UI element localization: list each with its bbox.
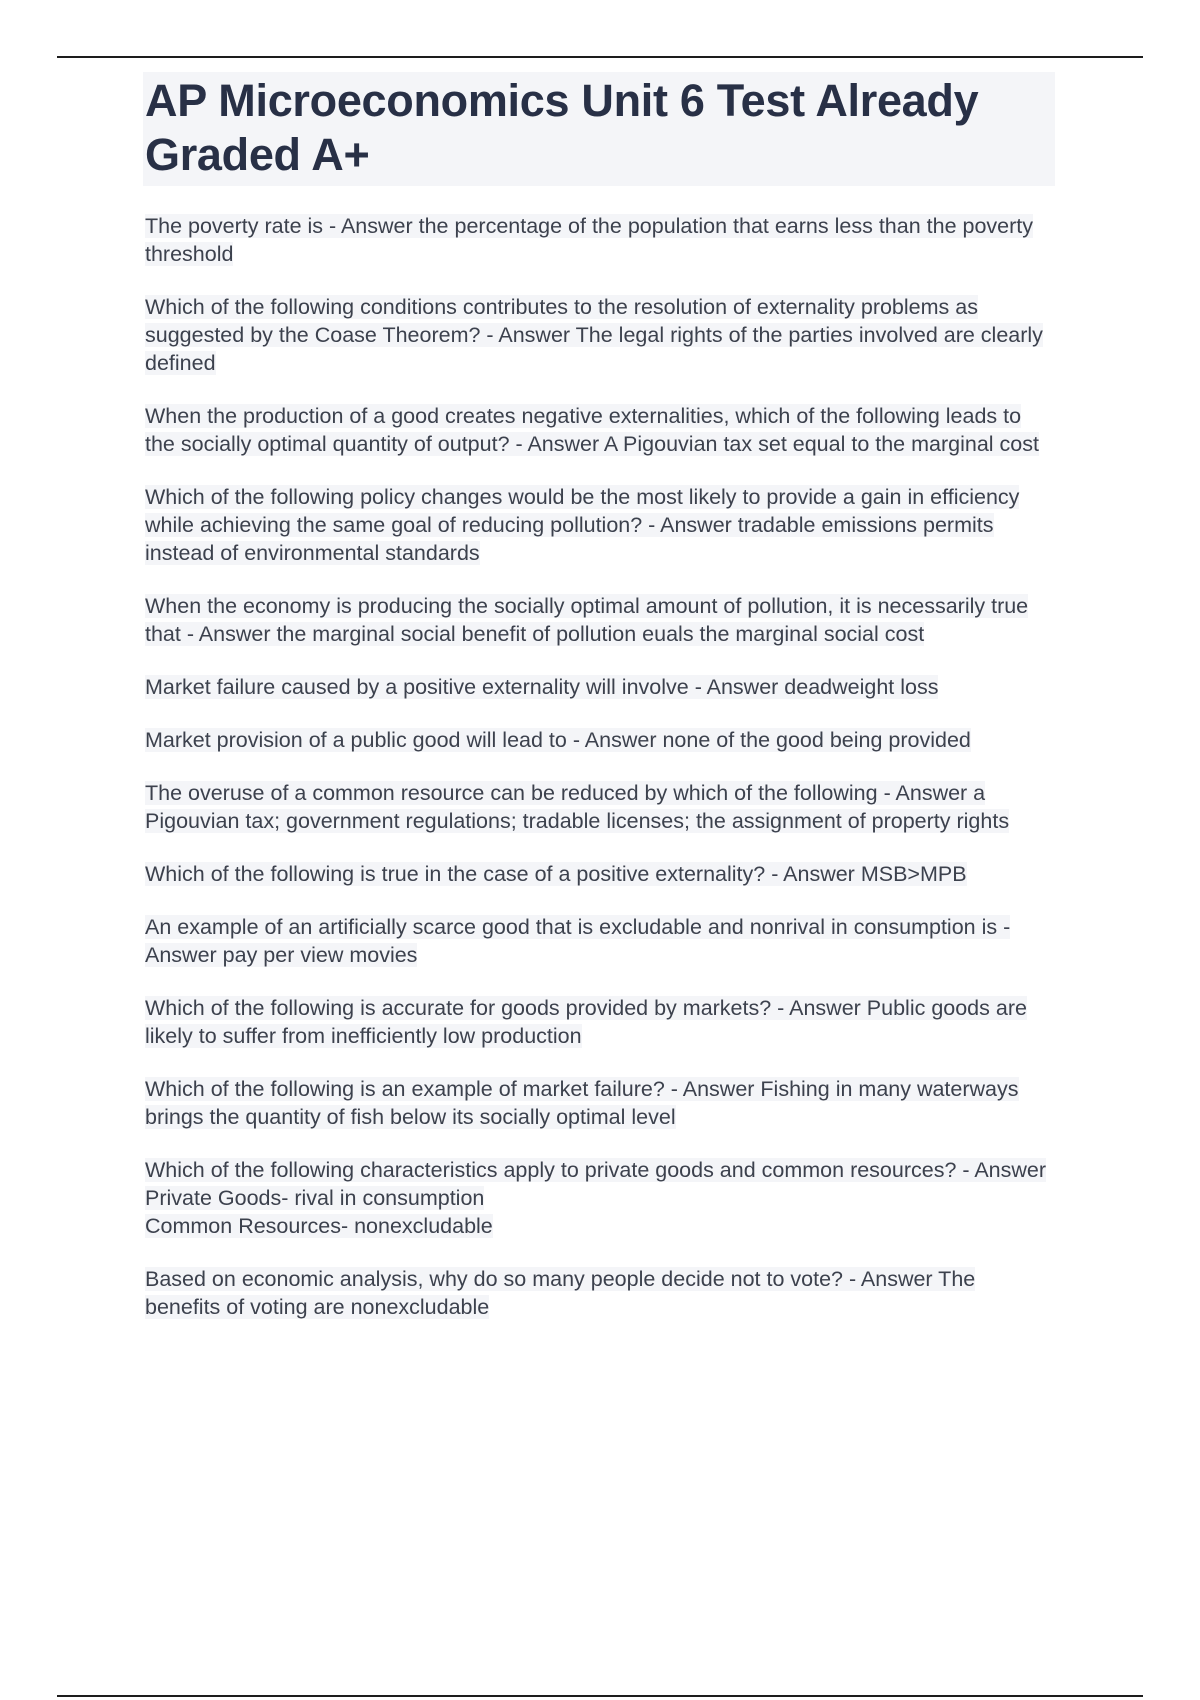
qa-text: Which of the following policy changes would be the most likely to provide a gain in efficiency while achieving the same goal of reducing pollution? - Answer tradable emissions permits instead of environmental standards — [145, 485, 1020, 565]
qa-item — [145, 1075, 1055, 1131]
qa-text: Which of the following conditions contributes to the resolution of externality problems as suggested by the Coase Theorem? - Answer The legal rights of the parties involved are clearly defined — [145, 295, 1043, 375]
qa-text: Which of the following is accurate for goods provided by markets? - Answer Public goods are likely to suffer from inefficiently low production — [145, 996, 1027, 1048]
qa-text: When the production of a good creates negative externalities, which of the following leads to the socially optimal quantity of output? - Answer A Pigouvian tax set equal to the marginal cost — [145, 404, 1039, 456]
qa-text: Based on economic analysis, why do so many people decide not to vote? - Answer The benefits of voting are nonexcludable — [145, 1267, 976, 1319]
page-title: AP Microeconomics Unit 6 Test Already Graded A+ — [145, 75, 979, 180]
qa-text: Which of the following characteristics apply to private goods and common resources? - Answer Private Goods- rival in consumption — [145, 1158, 1047, 1210]
qa-item — [145, 1265, 1055, 1321]
qa-item — [145, 293, 1055, 377]
qa-item — [145, 402, 1055, 458]
qa-item — [145, 860, 1055, 888]
qa-text: The poverty rate is - Answer the percentage of the population that earns less than the poverty threshold — [145, 214, 1033, 266]
qa-item — [145, 483, 1055, 567]
qa-text: Which of the following is true in the case of a positive externality? - Answer MSB>MPB — [145, 862, 967, 886]
qa-item — [145, 592, 1055, 648]
qa-item — [145, 779, 1055, 835]
qa-text: Market provision of a public good will lead to - Answer none of the good being provided — [145, 728, 971, 752]
qa-item — [145, 913, 1055, 969]
qa-text-continued: Common Resources- nonexcludable — [145, 1214, 493, 1238]
qa-item — [145, 673, 1055, 701]
title-block — [143, 72, 1055, 186]
qa-item — [145, 212, 1055, 268]
qa-text: An example of an artificially scarce good that is excludable and nonrival in consumption is - Answer pay per view movies — [145, 915, 1011, 967]
bottom-rule — [57, 1695, 1143, 1697]
qa-item — [145, 994, 1055, 1050]
qa-text: Market failure caused by a positive externality will involve - Answer deadweight loss — [145, 675, 939, 699]
qa-list — [145, 212, 1055, 1321]
top-rule — [57, 56, 1143, 58]
qa-text: Which of the following is an example of market failure? - Answer Fishing in many waterways brings the quantity of fish below its socially optimal level — [145, 1077, 1019, 1129]
qa-text: The overuse of a common resource can be reduced by which of the following - Answer a Pigouvian tax; government regulations; tradable licenses; the assignment of property rights — [145, 781, 1010, 833]
qa-item — [145, 726, 1055, 754]
document-body — [145, 72, 1055, 1346]
qa-item — [145, 1156, 1055, 1240]
qa-text: When the economy is producing the socially optimal amount of pollution, it is necessarily true that - Answer the marginal social benefit of pollution euals the marginal social cost — [145, 594, 1029, 646]
